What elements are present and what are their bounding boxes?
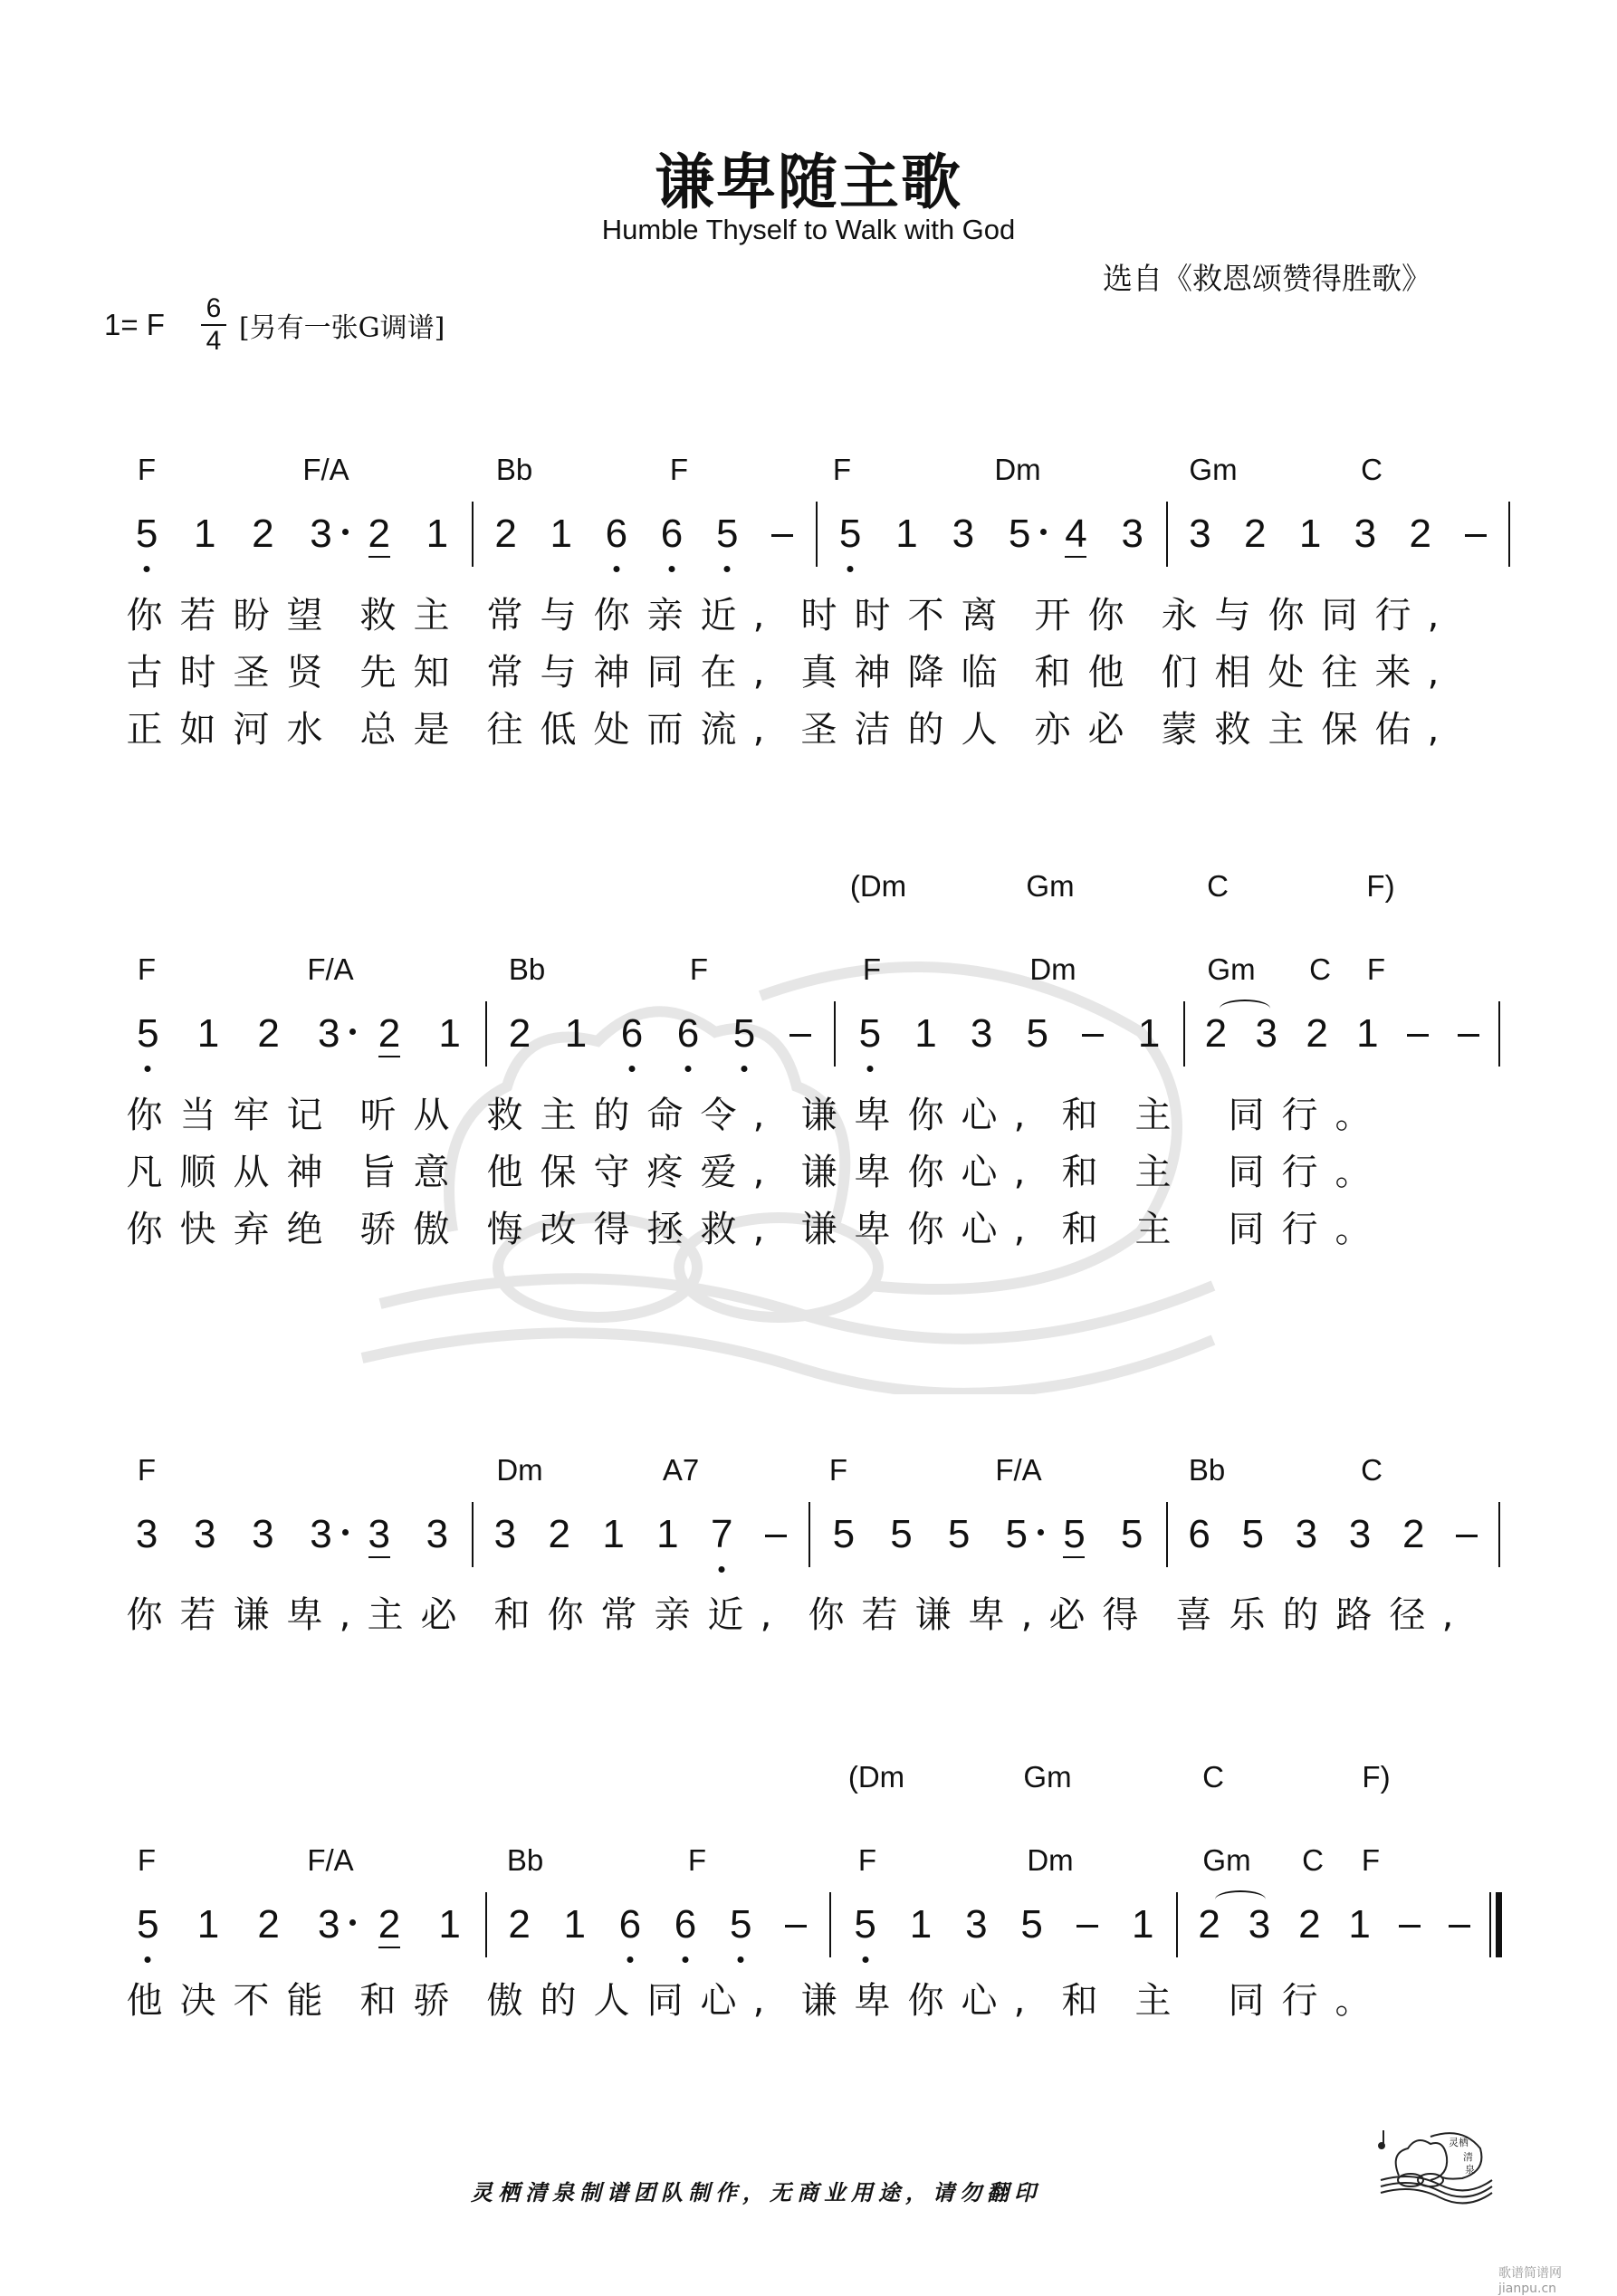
note: 3 — [1255, 1011, 1277, 1056]
note: 1 — [438, 1902, 461, 1947]
note: 1 — [438, 1011, 461, 1056]
chord-symbol: Bb — [495, 453, 533, 486]
note: 3 — [970, 1011, 993, 1056]
note: 5 — [129, 509, 165, 560]
eighth-underline — [368, 1556, 390, 1558]
note: 5 — [1241, 1512, 1264, 1556]
chord-symbol: F — [687, 1843, 707, 1877]
note: 1 — [196, 1902, 220, 1947]
note: 3 — [303, 509, 340, 560]
barline — [485, 1892, 487, 1957]
note: 3 — [252, 1512, 274, 1556]
note: 1 — [895, 512, 918, 556]
note: 5 — [999, 1509, 1035, 1560]
note: 1 — [550, 512, 572, 556]
note: 5 — [1063, 1512, 1086, 1556]
note: 5 — [852, 1009, 888, 1059]
chord-symbol: Gm — [1189, 453, 1238, 486]
note: 2 — [257, 1011, 280, 1056]
low-octave-dot — [719, 1566, 725, 1573]
note: 5 — [129, 1009, 166, 1059]
augmentation-dot — [349, 1028, 356, 1035]
note: 1 — [563, 1902, 586, 1947]
final-barline-thick — [1496, 1892, 1502, 1957]
chord-symbol: F — [832, 453, 852, 486]
note: 1 — [1132, 1902, 1154, 1947]
alt-key-note: [另有一张G调谱] — [238, 312, 445, 344]
chord-symbol: F/A — [302, 453, 349, 486]
lyric-line: 古 时 圣 贤 先 知 常 与 神 同 在 , 真 神 降 临 和 他 们 相 处 往 来 , — [126, 652, 1440, 694]
low-octave-dot — [683, 1956, 689, 1963]
note: 2 — [368, 512, 390, 556]
barline — [1498, 1502, 1500, 1567]
note: 2 — [252, 512, 274, 556]
note: 6 — [598, 509, 635, 560]
site-watermark: 歌谱简谱网 jianpu.cn — [1498, 2266, 1562, 2296]
measure — [837, 1899, 1171, 1950]
note: 1 — [1356, 1011, 1379, 1056]
time-denominator: 4 — [206, 326, 222, 356]
note: 2 — [494, 512, 517, 556]
note: 4 — [1065, 512, 1087, 556]
chord-symbol: C — [1361, 453, 1383, 486]
low-octave-dot — [685, 1066, 692, 1072]
barline — [1183, 1001, 1185, 1067]
augmentation-dot — [342, 1529, 349, 1535]
eighth-underline — [378, 1947, 400, 1948]
augmentation-dot — [349, 1919, 356, 1926]
barline — [1166, 502, 1168, 567]
barline — [829, 1892, 831, 1957]
note: 3 — [368, 1512, 390, 1556]
note: 1 — [909, 1902, 933, 1947]
note: 5 — [129, 1899, 166, 1950]
chord-symbol: F — [862, 952, 882, 986]
svg-text:泉: 泉 — [1465, 2164, 1475, 2176]
measure — [1172, 509, 1503, 560]
note: 1 — [1348, 1902, 1371, 1947]
alt-chord-symbol: (Dm — [847, 1760, 905, 1794]
eighth-underline — [1065, 556, 1086, 558]
barline — [472, 502, 474, 567]
barline — [1166, 1502, 1168, 1567]
time-signature — [201, 295, 226, 355]
note: 5 — [1120, 1512, 1143, 1556]
note: 2 — [1204, 1011, 1228, 1056]
lyric-line: 你 当 牢 记 听 从 救 主 的 命 令 , 谦 卑 你 心 , 和 主 同 行 。 — [126, 1095, 1372, 1136]
barline — [808, 1502, 810, 1567]
key-label: 1= F — [104, 308, 165, 341]
eighth-underline — [368, 556, 390, 558]
measure — [1184, 1899, 1485, 1950]
chord-symbol: F — [828, 1453, 848, 1487]
low-octave-dot — [738, 1956, 744, 1963]
note: 5 — [1020, 1902, 1043, 1947]
note: 5 — [722, 1899, 759, 1950]
note: 3 — [1189, 512, 1211, 556]
alt-chord-symbol: Gm — [1023, 1760, 1072, 1794]
note: 2 — [1306, 1011, 1328, 1056]
note: 6 — [670, 1009, 706, 1059]
lyric-line: 你 快 弃 绝 骄 傲 悔 改 得 拯 救 , 谦 卑 你 心 , 和 主 同 行 。 — [126, 1209, 1372, 1250]
note: 2 — [1198, 1902, 1220, 1947]
note: 6 — [667, 1899, 703, 1950]
note: 2 — [1409, 512, 1431, 556]
measure — [815, 1509, 1161, 1560]
note: 7 — [703, 1509, 740, 1560]
alt-chord-symbol: (Dm — [849, 869, 907, 903]
note: 1 — [196, 1011, 220, 1056]
low-octave-dot — [629, 1066, 636, 1072]
note: 6 — [654, 509, 690, 560]
chord-symbol: A7 — [662, 1453, 700, 1487]
note: 3 — [311, 1899, 347, 1950]
svg-text:灵栖: 灵栖 — [1449, 2137, 1469, 2148]
song-subtitle: Humble Thyself to Walk with God — [601, 214, 1016, 245]
chord-symbol: Gm — [1207, 952, 1256, 986]
chord-symbol: F — [669, 453, 689, 486]
chord-symbol: Bb — [1188, 1453, 1226, 1487]
note: 3 — [426, 1512, 449, 1556]
note: 3 — [303, 1509, 340, 1560]
note: 1 — [564, 1011, 588, 1056]
note: 2 — [548, 1512, 570, 1556]
chord-symbol: F — [137, 1453, 157, 1487]
chord-symbol: F — [857, 1843, 877, 1877]
svg-text:清: 清 — [1463, 2151, 1473, 2163]
chord-symbol: Dm — [994, 453, 1041, 486]
final-barline-thin — [1489, 1892, 1491, 1957]
sheep-logo-icon — [1376, 2126, 1494, 2207]
note: 5 — [847, 1899, 884, 1950]
lyric-line: 你 若 盼 望 救 主 常 与 你 亲 近 , 时 时 不 离 开 你 永 与 你 同 行 , — [126, 595, 1440, 636]
note: 1 — [426, 512, 449, 556]
augmentation-dot — [1038, 1529, 1044, 1535]
low-octave-dot — [724, 566, 731, 572]
augmentation-dot — [1040, 529, 1047, 535]
chord-symbol: C — [1309, 952, 1331, 986]
measure — [1172, 1509, 1494, 1560]
alt-chord-symbol: F) — [1362, 1760, 1391, 1794]
note: 5 — [1026, 1011, 1049, 1056]
chord-symbol: F/A — [307, 1843, 354, 1877]
note: 1 — [1298, 512, 1322, 556]
chord-symbol: C — [1361, 1453, 1383, 1487]
note: 3 — [1121, 512, 1144, 556]
alt-chord-symbol: C — [1202, 1760, 1224, 1794]
note: 3 — [193, 1512, 216, 1556]
measure — [822, 509, 1161, 560]
note: 3 — [1354, 512, 1377, 556]
barline — [1176, 1892, 1178, 1957]
note: 2 — [1402, 1512, 1425, 1556]
lyric-line: 凡 顺 从 神 旨 意 他 保 守 疼 爱 , 谦 卑 你 心 , 和 主 同 行 。 — [126, 1152, 1372, 1193]
low-octave-dot — [862, 1956, 868, 1963]
barline — [834, 1001, 836, 1067]
chord-symbol: F/A — [307, 952, 354, 986]
note: 6 — [612, 1899, 648, 1950]
low-octave-dot — [866, 1066, 873, 1072]
note: 5 — [832, 509, 868, 560]
alt-chord-symbol: C — [1207, 869, 1229, 903]
measure — [492, 1009, 828, 1059]
note: 3 — [135, 1512, 158, 1556]
alt-chord-symbol: Gm — [1026, 869, 1075, 903]
alt-chord-symbol: F) — [1366, 869, 1395, 903]
measure — [118, 1009, 480, 1059]
time-numerator: 6 — [206, 293, 222, 323]
augmentation-dot — [342, 529, 349, 535]
measure — [492, 1899, 824, 1950]
eighth-underline — [1063, 1556, 1085, 1558]
source-note: 选自《救恩颂赞得胜歌》 — [1103, 261, 1431, 296]
note: 2 — [378, 1902, 401, 1947]
chord-symbol: F/A — [995, 1453, 1042, 1487]
note: 2 — [508, 1902, 531, 1947]
measure — [842, 1009, 1177, 1059]
note: 2 — [1243, 512, 1267, 556]
note: 2 — [257, 1902, 280, 1947]
barline — [472, 1502, 474, 1567]
song-title: 谦卑随主歌 — [655, 148, 962, 217]
note: 3 — [965, 1902, 988, 1947]
measure — [478, 1509, 803, 1560]
chord-symbol: F — [137, 952, 157, 986]
chord-symbol: Dm — [1029, 952, 1076, 986]
note: 5 — [947, 1512, 971, 1556]
low-octave-dot — [847, 566, 854, 572]
note: 2 — [1298, 1902, 1321, 1947]
barline — [485, 1001, 487, 1067]
note: 5 — [1001, 509, 1038, 560]
barline — [1498, 1001, 1500, 1067]
low-octave-dot — [145, 1956, 151, 1963]
note: 6 — [1188, 1512, 1210, 1556]
note: 1 — [914, 1011, 937, 1056]
note: 3 — [952, 512, 975, 556]
lyric-line: 你 若 谦 卑 , 主 必 和 你 常 亲 近 , 你 若 谦 卑 , 必 得 喜 乐 的 路 径 , — [126, 1594, 1454, 1636]
chord-symbol: F — [689, 952, 709, 986]
chord-symbol: F — [137, 453, 157, 486]
note: 3 — [1348, 1512, 1372, 1556]
sheep-watermark-icon — [326, 887, 1231, 1394]
note: 1 — [602, 1512, 625, 1556]
chord-symbol: Dm — [496, 1453, 543, 1487]
note: 3 — [1295, 1512, 1318, 1556]
note: 2 — [508, 1011, 531, 1056]
note: 5 — [709, 509, 745, 560]
credit-footer: 灵栖清泉制谱团队制作，无商业用途，请勿翻印 — [471, 2179, 1041, 2205]
chord-symbol: F — [1361, 1843, 1381, 1877]
chord-symbol: C — [1302, 1843, 1324, 1877]
chord-symbol: F — [137, 1843, 157, 1877]
chord-symbol: F — [1366, 952, 1386, 986]
measure — [118, 509, 466, 560]
chord-symbol: Dm — [1027, 1843, 1074, 1877]
low-octave-dot — [144, 566, 150, 572]
low-octave-dot — [613, 566, 619, 572]
barline — [1508, 502, 1510, 567]
measure — [118, 1509, 466, 1560]
note: 1 — [193, 512, 216, 556]
note: 2 — [378, 1011, 401, 1056]
key-signature — [104, 295, 445, 355]
note: 3 — [1248, 1902, 1271, 1947]
eighth-underline — [378, 1056, 400, 1057]
chord-symbol: Bb — [508, 952, 546, 986]
measure — [118, 1899, 480, 1950]
low-octave-dot — [145, 1066, 151, 1072]
low-octave-dot — [742, 1066, 748, 1072]
low-octave-dot — [627, 1956, 633, 1963]
note: 3 — [311, 1009, 347, 1059]
note: 6 — [614, 1009, 650, 1059]
note: 5 — [726, 1009, 762, 1059]
lyric-line: 他 决 不 能 和 骄 傲 的 人 同 心 , 谦 卑 你 心 , 和 主 同 行 。 — [126, 1980, 1372, 2022]
note: 5 — [890, 1512, 913, 1556]
note: 1 — [656, 1512, 679, 1556]
low-octave-dot — [669, 566, 675, 572]
chord-symbol: Bb — [506, 1843, 544, 1877]
note: 1 — [1137, 1011, 1161, 1056]
note: 5 — [832, 1512, 856, 1556]
barline — [816, 502, 818, 567]
lyric-line: 正 如 河 水 总 是 往 低 处 而 流 , 圣 洁 的 人 亦 必 蒙 救 主 保 佑 , — [126, 709, 1440, 751]
note: 3 — [493, 1512, 517, 1556]
chord-symbol: Gm — [1202, 1843, 1251, 1877]
measure — [1191, 1009, 1494, 1059]
measure — [478, 509, 810, 560]
